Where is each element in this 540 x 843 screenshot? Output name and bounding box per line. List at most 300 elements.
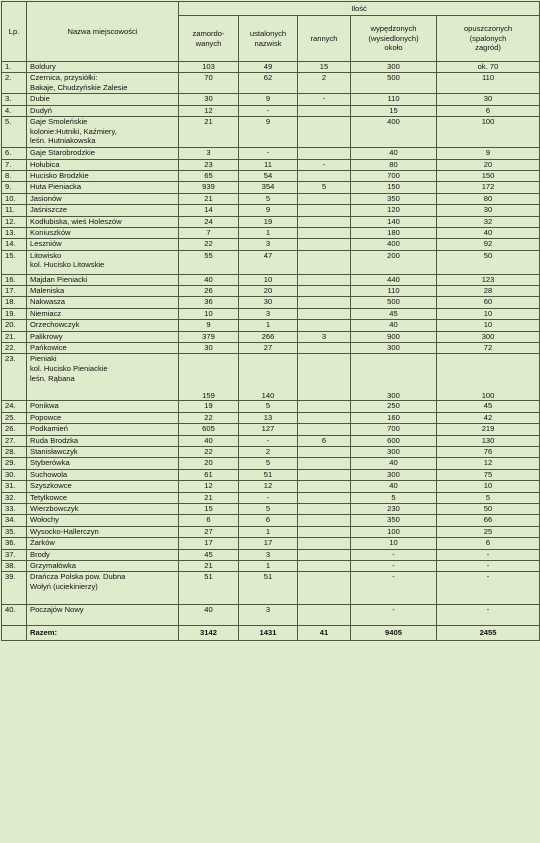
abandoned-cell: 100: [437, 117, 540, 148]
lp-cell: 25.: [2, 412, 27, 423]
table-row: [2, 605, 540, 626]
abandoned-cell: 25: [437, 526, 540, 537]
expelled-cell: 200: [351, 250, 437, 274]
abandoned-cell: 60: [437, 297, 540, 308]
name-cell: Nakwasza: [27, 297, 179, 308]
identified-cell: 49: [239, 62, 298, 73]
name-cell: Tetylkowce: [27, 492, 179, 503]
wounded-cell: 2: [298, 73, 351, 94]
killed-cell: 30: [179, 343, 239, 354]
table-row: [2, 205, 540, 216]
lp-cell: 29.: [2, 458, 27, 469]
killed-cell: 14: [179, 205, 239, 216]
wounded-cell: [298, 227, 351, 238]
abandoned-cell: 40: [437, 227, 540, 238]
totals-empty: [2, 626, 27, 641]
name-cell: Drańcza Polska pow. Dubna Wołyń (uciekinierzy): [27, 572, 179, 605]
abandoned-cell: ok. 70: [437, 62, 540, 73]
killed-cell: 159: [179, 354, 239, 401]
table-row: [2, 170, 540, 181]
lp-cell: 30.: [2, 469, 27, 480]
identified-cell: 54: [239, 170, 298, 181]
totals-abandoned: 2455: [437, 626, 540, 641]
lp-cell: 8.: [2, 170, 27, 181]
abandoned-cell: 50: [437, 503, 540, 514]
lp-cell: 32.: [2, 492, 27, 503]
lp-cell: 21.: [2, 331, 27, 342]
wounded-cell: [298, 605, 351, 626]
killed-cell: 605: [179, 424, 239, 435]
killed-cell: 12: [179, 481, 239, 492]
lp-cell: 20.: [2, 320, 27, 331]
expelled-cell: -: [351, 549, 437, 560]
table-row: [2, 117, 540, 148]
expelled-cell: 440: [351, 274, 437, 285]
table-row: [2, 435, 540, 446]
killed-cell: 21: [179, 193, 239, 204]
killed-cell: 939: [179, 182, 239, 193]
lp-cell: 6.: [2, 148, 27, 159]
header-killed: zamordo- wanych: [179, 16, 239, 62]
table-row: [2, 412, 540, 423]
expelled-cell: 10: [351, 538, 437, 549]
wounded-cell: [298, 343, 351, 354]
lp-cell: 22.: [2, 343, 27, 354]
expelled-cell: 400: [351, 117, 437, 148]
killed-cell: 24: [179, 216, 239, 227]
header-expelled: wypędzonych (wysiedlonych) około: [351, 16, 437, 62]
table-row: [2, 331, 540, 342]
lp-cell: 36.: [2, 538, 27, 549]
table-row: [2, 503, 540, 514]
table-row: [2, 492, 540, 503]
lp-cell: 7.: [2, 159, 27, 170]
expelled-cell: 40: [351, 458, 437, 469]
killed-cell: 55: [179, 250, 239, 274]
killed-cell: 22: [179, 239, 239, 250]
expelled-cell: 500: [351, 73, 437, 94]
name-cell: Orzechowczyk: [27, 320, 179, 331]
identified-cell: 51: [239, 572, 298, 605]
data-table: [1, 1, 540, 641]
name-cell: Grzymałówka: [27, 560, 179, 571]
killed-cell: 20: [179, 458, 239, 469]
name-cell: Poczajów Nowy: [27, 605, 179, 626]
abandoned-cell: 92: [437, 239, 540, 250]
killed-cell: 22: [179, 412, 239, 423]
wounded-cell: [298, 515, 351, 526]
expelled-cell: 40: [351, 320, 437, 331]
identified-cell: 5: [239, 503, 298, 514]
lp-cell: 4.: [2, 105, 27, 116]
expelled-cell: 230: [351, 503, 437, 514]
killed-cell: 65: [179, 170, 239, 181]
lp-cell: 28.: [2, 446, 27, 457]
lp-cell: 11.: [2, 205, 27, 216]
lp-cell: 35.: [2, 526, 27, 537]
table-row: [2, 193, 540, 204]
identified-cell: -: [239, 105, 298, 116]
abandoned-cell: 45: [437, 401, 540, 412]
identified-cell: 140: [239, 354, 298, 401]
killed-cell: 10: [179, 308, 239, 319]
killed-cell: 23: [179, 159, 239, 170]
header-group: Ilość: [179, 2, 540, 16]
name-cell: Maleniska: [27, 286, 179, 297]
wounded-cell: [298, 424, 351, 435]
killed-cell: 21: [179, 117, 239, 148]
wounded-cell: [298, 308, 351, 319]
identified-cell: 5: [239, 193, 298, 204]
lp-cell: 37.: [2, 549, 27, 560]
table-row: [2, 73, 540, 94]
identified-cell: 20: [239, 286, 298, 297]
abandoned-cell: 10: [437, 308, 540, 319]
name-cell: Dubie: [27, 94, 179, 105]
name-cell: Suchowola: [27, 469, 179, 480]
table-row: [2, 148, 540, 159]
lp-cell: 2.: [2, 73, 27, 94]
abandoned-cell: 75: [437, 469, 540, 480]
name-cell: Popowce: [27, 412, 179, 423]
killed-cell: 27: [179, 526, 239, 537]
table-row: [2, 297, 540, 308]
expelled-cell: 15: [351, 105, 437, 116]
abandoned-cell: 100: [437, 354, 540, 401]
identified-cell: 1: [239, 526, 298, 537]
name-cell: Pieniaki kol. Hucisko Pieniackie leśn. Rąbana: [27, 354, 179, 401]
killed-cell: 21: [179, 560, 239, 571]
abandoned-cell: 76: [437, 446, 540, 457]
abandoned-cell: 42: [437, 412, 540, 423]
abandoned-cell: -: [437, 605, 540, 626]
table-row: [2, 469, 540, 480]
identified-cell: 1: [239, 320, 298, 331]
killed-cell: 6: [179, 515, 239, 526]
identified-cell: 354: [239, 182, 298, 193]
wounded-cell: [298, 572, 351, 605]
abandoned-cell: 72: [437, 343, 540, 354]
identified-cell: -: [239, 435, 298, 446]
header-name: Nazwa miejscowości: [27, 2, 179, 62]
table-row: [2, 105, 540, 116]
lp-cell: 15.: [2, 250, 27, 274]
lp-cell: 31.: [2, 481, 27, 492]
identified-cell: 9: [239, 94, 298, 105]
abandoned-cell: -: [437, 560, 540, 571]
expelled-cell: 120: [351, 205, 437, 216]
lp-cell: 3.: [2, 94, 27, 105]
abandoned-cell: 130: [437, 435, 540, 446]
name-cell: Brody: [27, 549, 179, 560]
lp-cell: 19.: [2, 308, 27, 319]
wounded-cell: [298, 412, 351, 423]
identified-cell: 1: [239, 227, 298, 238]
abandoned-cell: 66: [437, 515, 540, 526]
name-cell: Kodłubiska, wieś Holeszów: [27, 216, 179, 227]
expelled-cell: 180: [351, 227, 437, 238]
killed-cell: 36: [179, 297, 239, 308]
abandoned-cell: 30: [437, 94, 540, 105]
wounded-cell: [298, 549, 351, 560]
table-row: [2, 274, 540, 285]
expelled-cell: 110: [351, 94, 437, 105]
identified-cell: 6: [239, 515, 298, 526]
wounded-cell: [298, 538, 351, 549]
abandoned-cell: 28: [437, 286, 540, 297]
expelled-cell: 300: [351, 62, 437, 73]
expelled-cell: 400: [351, 239, 437, 250]
identified-cell: -: [239, 492, 298, 503]
lp-cell: 38.: [2, 560, 27, 571]
table-row: [2, 572, 540, 605]
wounded-cell: -: [298, 159, 351, 170]
name-cell: Hucisko Brodzkie: [27, 170, 179, 181]
abandoned-cell: 6: [437, 105, 540, 116]
name-cell: Podkamień: [27, 424, 179, 435]
table-row: [2, 549, 540, 560]
name-cell: Żarków: [27, 538, 179, 549]
table-row: [2, 239, 540, 250]
lp-cell: 39.: [2, 572, 27, 605]
name-cell: Koniuszków: [27, 227, 179, 238]
identified-cell: 2: [239, 446, 298, 457]
lp-cell: 33.: [2, 503, 27, 514]
lp-cell: 23.: [2, 354, 27, 401]
lp-cell: 10.: [2, 193, 27, 204]
abandoned-cell: 80: [437, 193, 540, 204]
totals-killed: 3142: [179, 626, 239, 641]
expelled-cell: -: [351, 605, 437, 626]
table-row: [2, 286, 540, 297]
expelled-cell: 110: [351, 286, 437, 297]
header-wounded: rannych: [298, 16, 351, 62]
name-cell: Styberówka: [27, 458, 179, 469]
expelled-cell: 140: [351, 216, 437, 227]
killed-cell: 7: [179, 227, 239, 238]
expelled-cell: 350: [351, 515, 437, 526]
identified-cell: 27: [239, 343, 298, 354]
table-row: [2, 538, 540, 549]
identified-cell: 9: [239, 117, 298, 148]
lp-cell: 14.: [2, 239, 27, 250]
wounded-cell: [298, 492, 351, 503]
name-cell: Ruda Brodzka: [27, 435, 179, 446]
expelled-cell: 150: [351, 182, 437, 193]
identified-cell: 30: [239, 297, 298, 308]
killed-cell: 40: [179, 605, 239, 626]
name-cell: Stanisławczyk: [27, 446, 179, 457]
abandoned-cell: 10: [437, 320, 540, 331]
expelled-cell: 80: [351, 159, 437, 170]
wounded-cell: [298, 148, 351, 159]
abandoned-cell: 32: [437, 216, 540, 227]
wounded-cell: [298, 320, 351, 331]
totals-expelled: 9405: [351, 626, 437, 641]
table-row: [2, 250, 540, 274]
abandoned-cell: -: [437, 572, 540, 605]
lp-cell: 5.: [2, 117, 27, 148]
lp-cell: 24.: [2, 401, 27, 412]
identified-cell: 3: [239, 239, 298, 250]
abandoned-cell: 5: [437, 492, 540, 503]
name-cell: Leszniów: [27, 239, 179, 250]
header-identified: ustalonych nazwisk: [239, 16, 298, 62]
name-cell: Czernica, przysiółki: Bakaje, Chudzyńskie Zalesie: [27, 73, 179, 94]
identified-cell: 12: [239, 481, 298, 492]
name-cell: Jasionów: [27, 193, 179, 204]
killed-cell: 70: [179, 73, 239, 94]
killed-cell: 51: [179, 572, 239, 605]
identified-cell: 11: [239, 159, 298, 170]
totals-row: [2, 626, 540, 641]
abandoned-cell: 110: [437, 73, 540, 94]
name-cell: Jaśniszcze: [27, 205, 179, 216]
abandoned-cell: 50: [437, 250, 540, 274]
wounded-cell: [298, 193, 351, 204]
wounded-cell: [298, 274, 351, 285]
wounded-cell: [298, 105, 351, 116]
identified-cell: 51: [239, 469, 298, 480]
killed-cell: 19: [179, 401, 239, 412]
name-cell: Litowisko kol. Hucisko Litowskie: [27, 250, 179, 274]
killed-cell: 17: [179, 538, 239, 549]
wounded-cell: [298, 458, 351, 469]
killed-cell: 3: [179, 148, 239, 159]
abandoned-cell: 10: [437, 481, 540, 492]
table-row: [2, 526, 540, 537]
expelled-cell: 45: [351, 308, 437, 319]
table-row: [2, 515, 540, 526]
name-cell: Wysocko-Hallerczyn: [27, 526, 179, 537]
header-lp: Lp.: [2, 2, 27, 62]
wounded-cell: [298, 401, 351, 412]
table-row: [2, 343, 540, 354]
killed-cell: 22: [179, 446, 239, 457]
name-cell: Pańkowice: [27, 343, 179, 354]
expelled-cell: 160: [351, 412, 437, 423]
lp-cell: 13.: [2, 227, 27, 238]
expelled-cell: 100: [351, 526, 437, 537]
killed-cell: 45: [179, 549, 239, 560]
name-cell: Niemiacz: [27, 308, 179, 319]
identified-cell: 127: [239, 424, 298, 435]
lp-cell: 16.: [2, 274, 27, 285]
killed-cell: 40: [179, 274, 239, 285]
name-cell: Boldury: [27, 62, 179, 73]
killed-cell: 379: [179, 331, 239, 342]
expelled-cell: 350: [351, 193, 437, 204]
abandoned-cell: 123: [437, 274, 540, 285]
lp-cell: 9.: [2, 182, 27, 193]
table-row: [2, 424, 540, 435]
abandoned-cell: 30: [437, 205, 540, 216]
expelled-cell: 600: [351, 435, 437, 446]
totals-wounded: 41: [298, 626, 351, 641]
table-row: [2, 320, 540, 331]
name-cell: Hołubica: [27, 159, 179, 170]
killed-cell: 15: [179, 503, 239, 514]
identified-cell: 266: [239, 331, 298, 342]
wounded-cell: [298, 250, 351, 274]
identified-cell: 5: [239, 458, 298, 469]
expelled-cell: 700: [351, 170, 437, 181]
killed-cell: 40: [179, 435, 239, 446]
name-cell: Majdan Pieniacki: [27, 274, 179, 285]
identified-cell: 5: [239, 401, 298, 412]
wounded-cell: [298, 560, 351, 571]
wounded-cell: [298, 503, 351, 514]
lp-cell: 17.: [2, 286, 27, 297]
expelled-cell: 40: [351, 481, 437, 492]
wounded-cell: [298, 469, 351, 480]
identified-cell: 62: [239, 73, 298, 94]
identified-cell: 47: [239, 250, 298, 274]
header-abandoned: opuszczonych (spalonych zagród): [437, 16, 540, 62]
wounded-cell: [298, 354, 351, 401]
expelled-cell: 300: [351, 446, 437, 457]
identified-cell: 17: [239, 538, 298, 549]
lp-cell: 1.: [2, 62, 27, 73]
table-row: [2, 401, 540, 412]
expelled-cell: 300: [351, 354, 437, 401]
killed-cell: 12: [179, 105, 239, 116]
abandoned-cell: 172: [437, 182, 540, 193]
abandoned-cell: 219: [437, 424, 540, 435]
table-row: [2, 354, 540, 401]
name-cell: Wołochy: [27, 515, 179, 526]
table-row: [2, 227, 540, 238]
table-row: [2, 62, 540, 73]
wounded-cell: [298, 481, 351, 492]
expelled-cell: 300: [351, 343, 437, 354]
name-cell: Wierzbowczyk: [27, 503, 179, 514]
totals-identified: 1431: [239, 626, 298, 641]
table-row: [2, 446, 540, 457]
wounded-cell: [298, 286, 351, 297]
expelled-cell: 250: [351, 401, 437, 412]
table-row: [2, 159, 540, 170]
name-cell: Huta Pieniacka: [27, 182, 179, 193]
wounded-cell: [298, 239, 351, 250]
expelled-cell: 700: [351, 424, 437, 435]
abandoned-cell: 9: [437, 148, 540, 159]
name-cell: Dudyń: [27, 105, 179, 116]
identified-cell: 19: [239, 216, 298, 227]
killed-cell: 9: [179, 320, 239, 331]
identified-cell: -: [239, 148, 298, 159]
wounded-cell: [298, 216, 351, 227]
abandoned-cell: 300: [437, 331, 540, 342]
abandoned-cell: 20: [437, 159, 540, 170]
lp-cell: 26.: [2, 424, 27, 435]
identified-cell: 3: [239, 605, 298, 626]
identified-cell: 1: [239, 560, 298, 571]
lp-cell: 40.: [2, 605, 27, 626]
wounded-cell: -: [298, 94, 351, 105]
identified-cell: 13: [239, 412, 298, 423]
wounded-cell: 15: [298, 62, 351, 73]
wounded-cell: [298, 117, 351, 148]
name-cell: Gaje Starobrodzkie: [27, 148, 179, 159]
table-row: [2, 308, 540, 319]
expelled-cell: 5: [351, 492, 437, 503]
name-cell: Szyszkowce: [27, 481, 179, 492]
expelled-cell: 900: [351, 331, 437, 342]
abandoned-cell: 6: [437, 538, 540, 549]
lp-cell: 27.: [2, 435, 27, 446]
wounded-cell: [298, 446, 351, 457]
